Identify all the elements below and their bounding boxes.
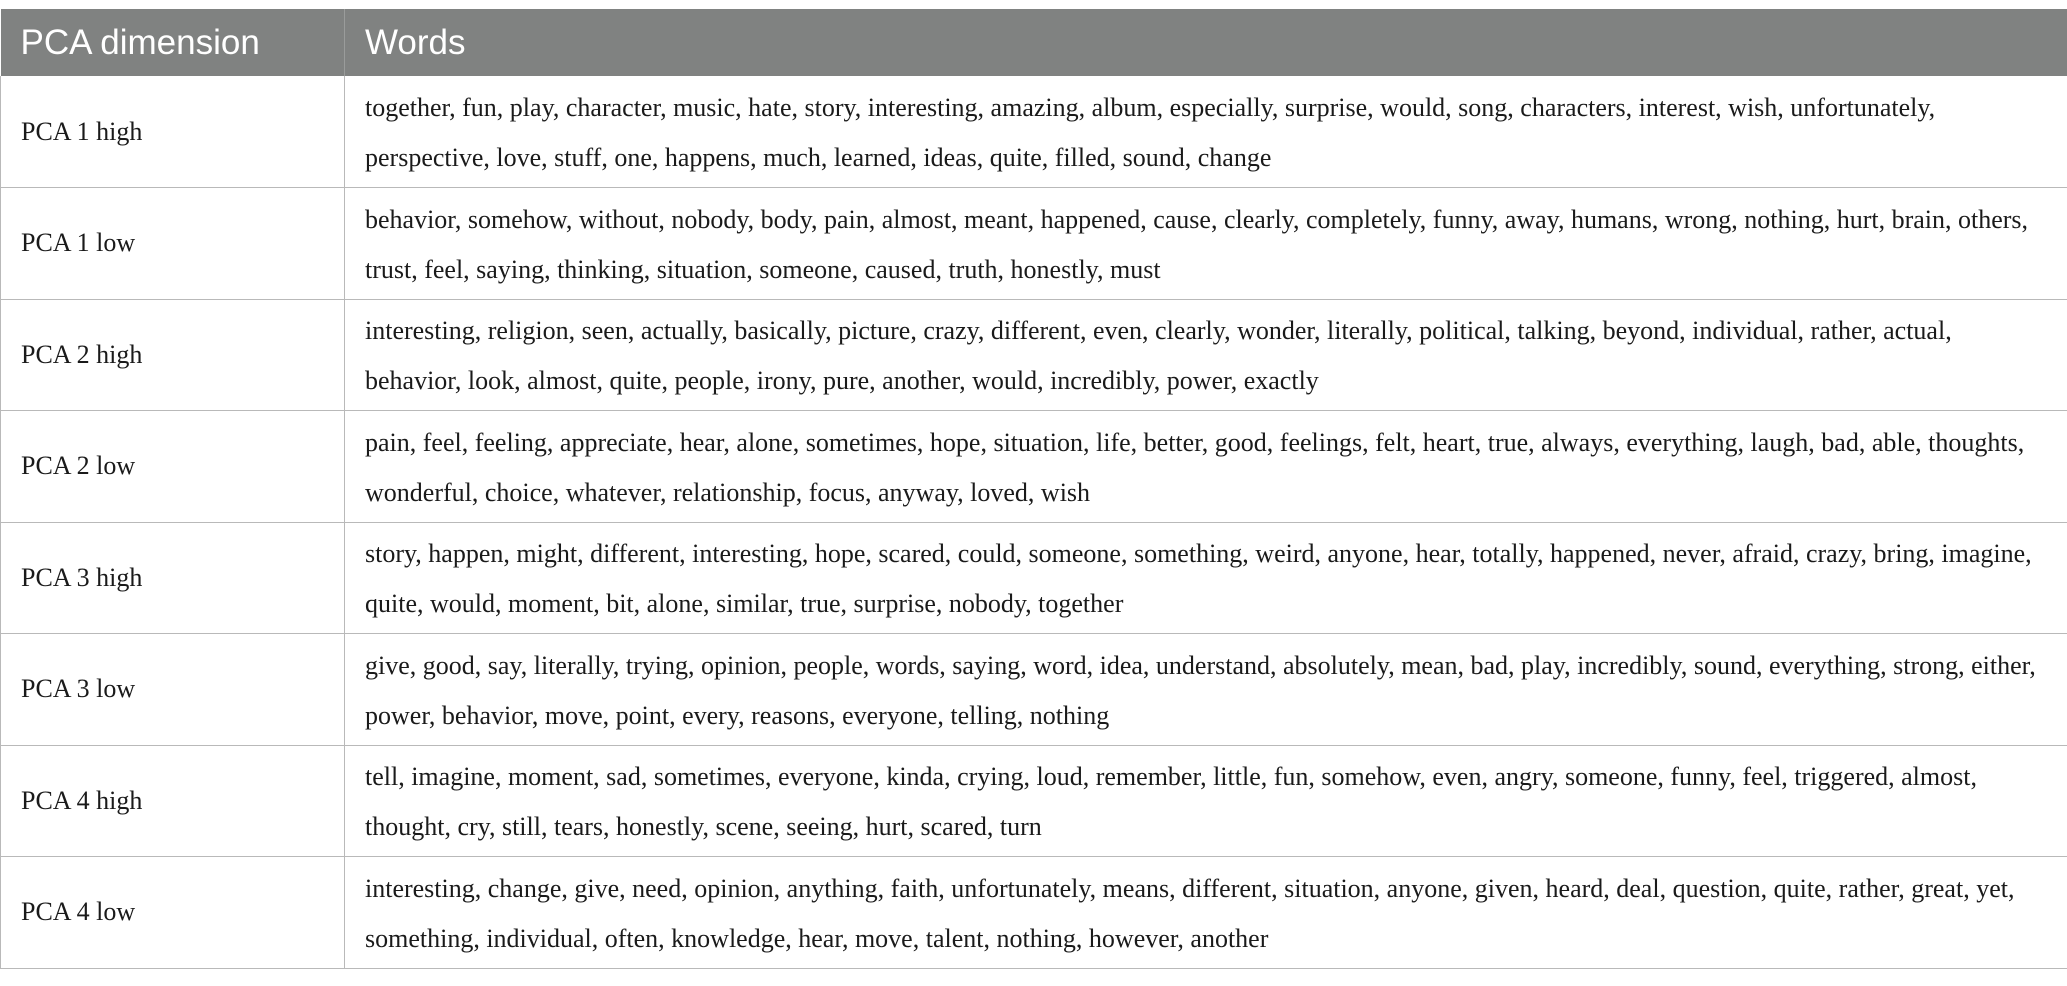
row-words: together, fun, play, character, music, hate, story, interesting, amazing, album, especially, surprise, would, song, characters, interest, wish, unfortunately, perspective, love, stuff, one, happens, much, learned, ideas, quite, filled, sound, change bbox=[345, 76, 2067, 188]
table-row bbox=[1, 299, 2067, 411]
row-dimension: PCA 1 low bbox=[1, 188, 345, 300]
pca-words-table bbox=[0, 9, 2067, 969]
row-words: story, happen, might, different, interesting, hope, scared, could, someone, something, weird, anyone, hear, totally, happened, never, afraid, crazy, bring, imagine, quite, would, moment, bit, alone, similar, true, surprise, nobody, together bbox=[345, 522, 2067, 634]
table-row bbox=[1, 76, 2067, 188]
table-body bbox=[1, 76, 2067, 968]
row-dimension: PCA 1 high bbox=[1, 76, 345, 188]
header-row bbox=[1, 9, 2067, 76]
table-row bbox=[1, 634, 2067, 746]
table-row bbox=[1, 188, 2067, 300]
row-words: behavior, somehow, without, nobody, body, pain, almost, meant, happened, cause, clearly, completely, funny, away, humans, wrong, nothing, hurt, brain, others, trust, feel, saying, thinking, situation, someone, caused, truth, honestly, must bbox=[345, 188, 2067, 300]
row-words: interesting, religion, seen, actually, basically, picture, crazy, different, even, clearly, wonder, literally, political, talking, beyond, individual, rather, actual, behavior, look, almost, quite, people, irony, pure, another, would, incredibly, power, exactly bbox=[345, 299, 2067, 411]
row-dimension: PCA 4 high bbox=[1, 745, 345, 857]
table-header bbox=[1, 9, 2067, 76]
table-row bbox=[1, 522, 2067, 634]
table-row bbox=[1, 857, 2067, 969]
row-dimension: PCA 2 high bbox=[1, 299, 345, 411]
row-dimension: PCA 3 high bbox=[1, 522, 345, 634]
row-words: interesting, change, give, need, opinion, anything, faith, unfortunately, means, different, situation, anyone, given, heard, deal, question, quite, rather, great, yet, something, individual, often, knowledge, hear, move, talent, nothing, however, another bbox=[345, 857, 2067, 969]
row-words: give, good, say, literally, trying, opinion, people, words, saying, word, idea, understand, absolutely, mean, bad, play, incredibly, sound, everything, strong, either, power, behavior, move, point, every, reasons, everyone, telling, nothing bbox=[345, 634, 2067, 746]
pca-words-table-container bbox=[0, 9, 2067, 969]
row-words: tell, imagine, moment, sad, sometimes, everyone, kinda, crying, loud, remember, little, fun, somehow, even, angry, someone, funny, feel, triggered, almost, thought, cry, still, tears, honestly, scene, seeing, hurt, scared, turn bbox=[345, 745, 2067, 857]
row-dimension: PCA 2 low bbox=[1, 411, 345, 523]
row-words: pain, feel, feeling, appreciate, hear, alone, sometimes, hope, situation, life, better, good, feelings, felt, heart, true, always, everything, laugh, bad, able, thoughts, wonderful, choice, whatever, relationship, focus, anyway, loved, wish bbox=[345, 411, 2067, 523]
row-dimension: PCA 3 low bbox=[1, 634, 345, 746]
row-dimension: PCA 4 low bbox=[1, 857, 345, 969]
table-row bbox=[1, 745, 2067, 857]
table-row bbox=[1, 411, 2067, 523]
header-words: Words bbox=[345, 9, 2067, 76]
header-pca-dimension: PCA dimension bbox=[1, 9, 345, 76]
